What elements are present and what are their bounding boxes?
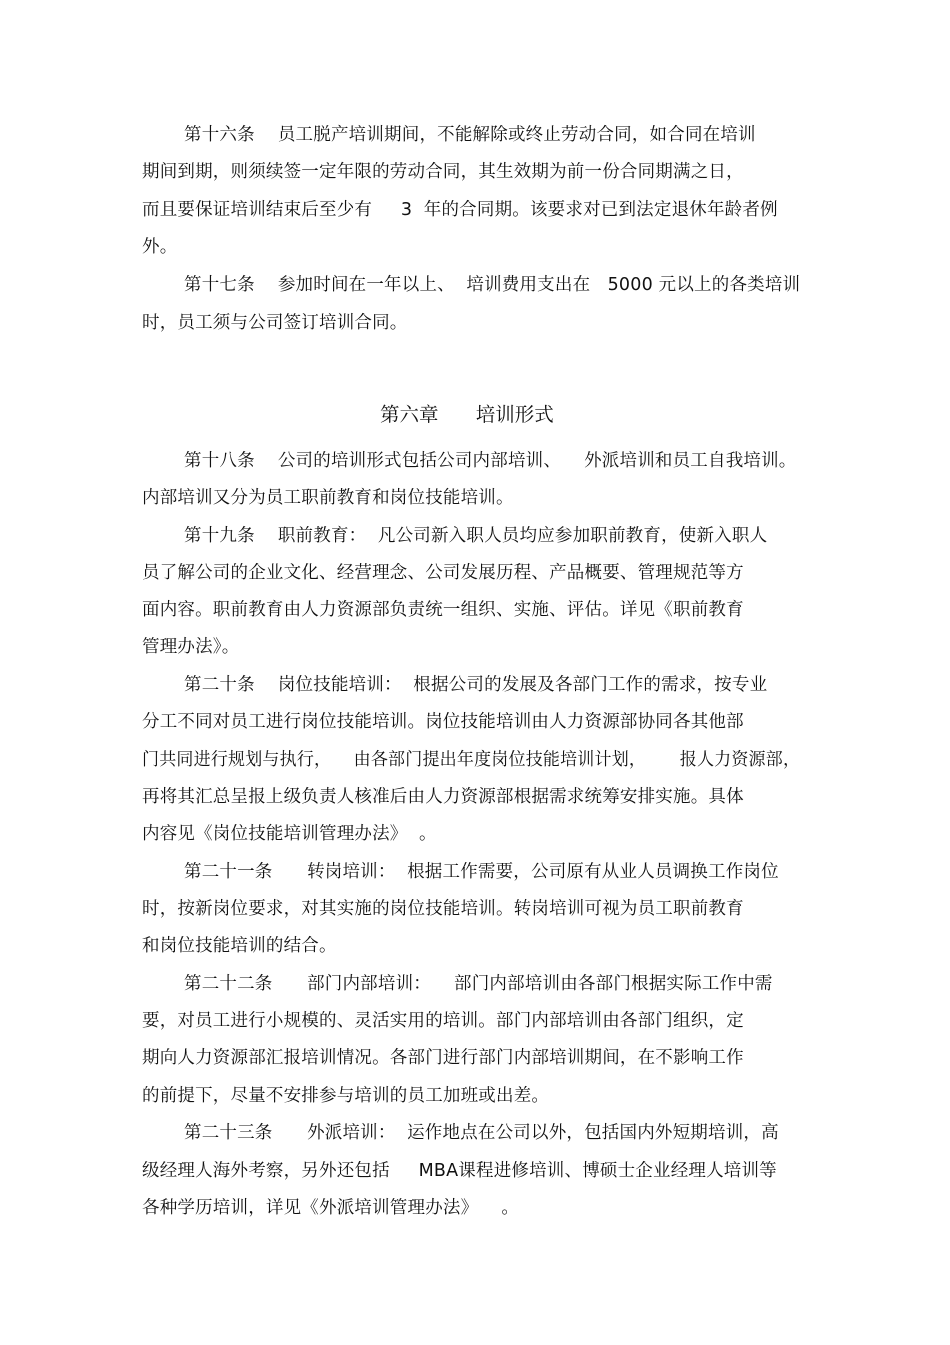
article-22-line-1: 第二十二条 部门内部培训： 部门内部培训由各部门根据实际工作中需 xyxy=(184,974,773,994)
article-23-line-1: 第二十三条 外派培训： 运作地点在公司以外，包括国内外短期培训，高 xyxy=(184,1123,779,1143)
article-19-line-4: 管理办法》。 xyxy=(142,637,240,657)
article-22-line-2: 要，对员工进行小规模的、灵活实用的培训。部门内部培训由各部门组织，定 xyxy=(142,1011,744,1031)
article-17-line-1: 第十七条 参加时间在一年以上、 培训费用支出在 5000 元以上的各类培训 xyxy=(184,275,801,295)
article-23-line-2: 级经理人海外考察，另外还包括 MBA课程进修培训、博硕士企业经理人培训等 xyxy=(142,1161,777,1181)
article-16-line-3: 而且要保证培训结束后至少有 3 年的合同期。该要求对已到法定退休年龄者例 xyxy=(142,200,778,220)
article-17-line-2: 时，员工须与公司签订培训合同。 xyxy=(142,313,408,333)
article-19-line-2: 员了解公司的企业文化、经营理念、公司发展历程、产品概要、管理规范等方 xyxy=(142,563,744,583)
article-18-line-1: 第十八条 公司的培训形式包括公司内部培训、 外派培训和员工自我培训。 xyxy=(184,451,797,471)
article-19-line-1: 第十九条 职前教育： 凡公司新入职人员均应参加职前教育，使新入职人 xyxy=(184,526,768,546)
article-20-line-4: 再将其汇总呈报上级负责人核准后由人力资源部根据需求统筹安排实施。具体 xyxy=(142,787,744,807)
article-21-line-2: 时，按新岗位要求，对其实施的岗位技能培训。转岗培训可视为员工职前教育 xyxy=(142,899,744,919)
article-20-line-3: 门共同进行规划与执行， 由各部门提出年度岗位技能培训计划， 报人力资源部， xyxy=(142,750,801,770)
chapter-heading: 第六章 培训形式 xyxy=(380,403,554,426)
article-16-line-2: 期间到期，则须续签一定年限的劳动合同，其生效期为前一份合同期满之日， xyxy=(142,162,744,182)
article-22-line-3: 期向人力资源部汇报培训情况。各部门进行部门内部培训期间，在不影响工作 xyxy=(142,1048,744,1068)
article-21-line-3: 和岗位技能培训的结合。 xyxy=(142,936,337,956)
article-20-line-2: 分工不同对员工进行岗位技能培训。岗位技能培训由人力资源部协同各其他部 xyxy=(142,712,744,732)
article-19-line-3: 面内容。职前教育由人力资源部负责统一组织、实施、评估。详见《职前教育 xyxy=(142,600,744,620)
article-16-line-1: 第十六条 员工脱产培训期间，不能解除或终止劳动合同，如合同在培训 xyxy=(184,125,756,145)
article-16-line-4: 外。 xyxy=(142,237,178,257)
article-18-line-2: 内部培训又分为员工职前教育和岗位技能培训。 xyxy=(142,488,514,508)
article-20-line-1: 第二十条 岗位技能培训： 根据公司的发展及各部门工作的需求，按专业 xyxy=(184,675,768,695)
article-23-line-3: 各种学历培训，详见《外派培训管理办法》 。 xyxy=(142,1198,520,1218)
article-22-line-4: 的前提下，尽量不安排参与培训的员工加班或出差。 xyxy=(142,1086,550,1106)
article-21-line-1: 第二十一条 转岗培训： 根据工作需要，公司原有从业人员调换工作岗位 xyxy=(184,862,779,882)
article-20-line-5: 内容见《岗位技能培训管理办法》 。 xyxy=(142,824,437,844)
